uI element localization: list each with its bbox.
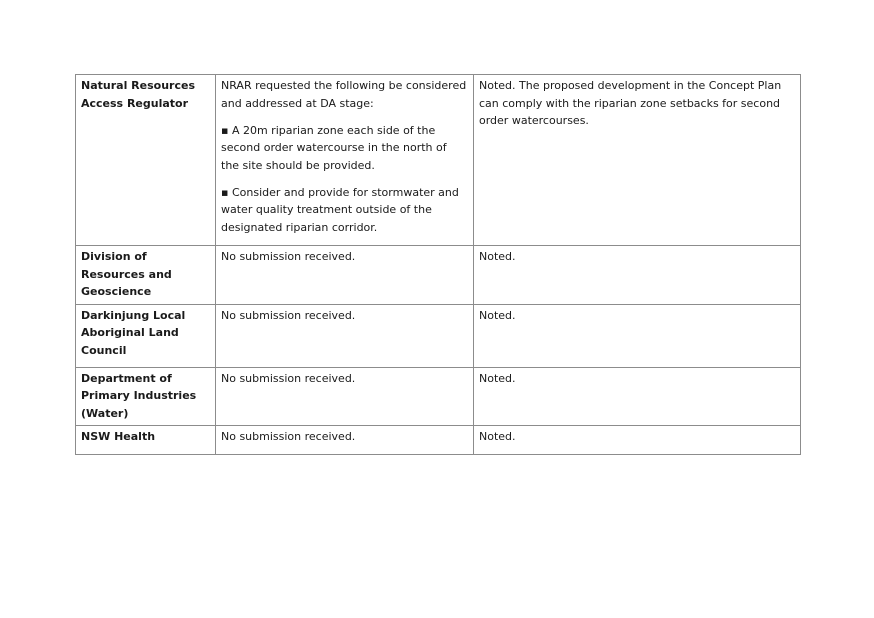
submission-bullet: ▪ A 20m riparian zone each side of the second order watercourse in the north of the site should be provided.: [221, 123, 447, 172]
agency-cell: Natural Resources Access Regulator: [76, 75, 216, 246]
submissions-table: [75, 74, 801, 455]
agency-cell: Division of Resources and Geoscience: [76, 246, 216, 305]
response-cell: Noted. The proposed development in the Concept Plan can comply with the riparian zone setbacks for second order watercourses.: [474, 75, 801, 246]
table-row: [76, 246, 801, 305]
response-cell: Noted.: [474, 367, 801, 426]
agency-cell: Department of Primary Industries (Water): [76, 367, 216, 426]
table-row: [76, 367, 801, 426]
agency-cell: Darkinjung Local Aboriginal Land Council: [76, 304, 216, 367]
agency-cell: NSW Health: [76, 426, 216, 455]
response-cell: Noted.: [474, 246, 801, 305]
table-row: [76, 426, 801, 455]
submission-cell: No submission received.: [216, 367, 474, 426]
response-cell: Noted.: [474, 426, 801, 455]
submission-cell: [216, 75, 474, 246]
submission-text: NRAR requested the following be considered and addressed at DA stage:: [221, 79, 467, 110]
submission-bullet: ▪ Consider and provide for stormwater and water quality treatment outside of the designated riparian corridor.: [221, 185, 459, 234]
table-row: [76, 304, 801, 367]
submission-cell: No submission received.: [216, 426, 474, 455]
submission-cell: No submission received.: [216, 246, 474, 305]
submission-cell: No submission received.: [216, 304, 474, 367]
response-cell: Noted.: [474, 304, 801, 367]
table-row: [76, 75, 801, 246]
